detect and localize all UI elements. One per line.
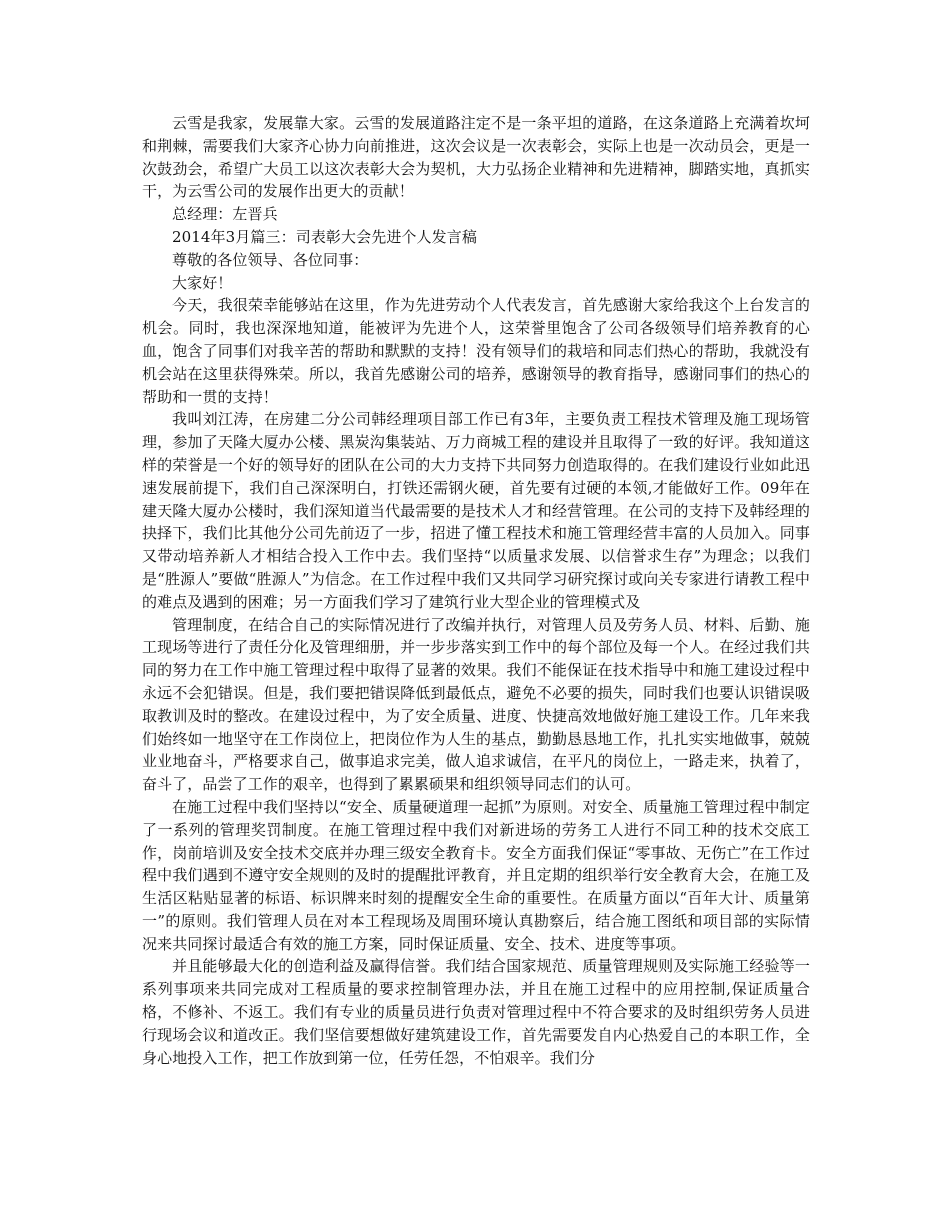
date-and-section-title: 2014年3月篇三：司表彰大会先进个人发言稿 (172, 227, 477, 246)
body-paragraph: 我叫刘江涛，在房建二分公司韩经理项目部工作已有3年，主要负责工程技术管理及施工现场管理，参加了天隆大厦办公楼、黑炭沟集装站、万力商城工程的建设并且取得了一致的好评。我知道这样的荣誉是一个好的领导好的团队在公司的大力支持下共同努力创造取得的。在我们建设行业如此迅速发展前提下，我们自己深深明白，打铁还需钢火硬，首先要有过硬的本领,才能做好工作。09年在建天隆大厦办公楼时，我们深知道当代最需要的是技术人才和经营管理。在公司的支持下及韩经理的抉择下，我们比其他分公司先前迈了一步，招进了懂工程技术和施工管理经营丰富的人员加入。同事又带动培养新人才相结合投入工作中去。我们坚持“以质量求发展、以信誉求生存”为理念；以我们是“胜源人”要做“胜源人”为信念。在工作过程中我们又共同学习研究探讨或向关专家进行请教工程中的难点及遇到的困难；另一方面我们学习了建筑行业大型企业的管理模式及 (142, 410, 810, 611)
body-paragraph: 并且能够最大化的创造利益及赢得信誉。我们结合国家规范、质量管理规则及实际施工经验等一系列事项来共同完成对工程质量的要求控制管理办法，并且在施工过程中的应用控制,保证质量合格，不修补、不返工。我们有专业的质量员进行负责对管理过程中不符合要求的及时组织劳务人员进行现场会议和道改正。我们坚信要想做好建筑建设工作，首先需要发自内心热爱自己的本职工作，全身心地投入工作，把工作放到第一位，任劳任怨，不怕艰辛。我们分 (142, 957, 810, 1067)
greeting: 大家好！ (172, 273, 233, 292)
document-body (142, 112, 810, 1069)
signature-line: 总经理：左晋兵 (172, 205, 278, 224)
body-paragraph: 管理制度，在结合自己的实际情况进行了改编并执行，对管理人员及劳务人员、材料、后勤、施工现场等进行了责任分化及管理细册，并一步步落实到工作中的每个部位及每一个人。在经过我们共同的努力在工作中施工管理过程中取得了显著的效果。我们不能保证在技术指导中和施工建设过程中永远不会犯错误。但是，我们要把错误降低到最低点，避免不必要的损失，同时我们也要认识错误吸取教训及时的整改。在建设过程中，为了安全质量、进度、快捷高效地做好施工建设工作。几年来我们始终如一地坚守在工作岗位上，把岗位作为人生的基点，勤勤恳恳地工作，扎扎实实地做事，兢兢业业地奋斗，严格要求自己，做事追求完美，做人追求诚信，在平凡的岗位上，一路走来，执着了，奋斗了，品尝了工作的艰辛，也得到了累累硕果和组织领导同志们的认可。 (142, 615, 810, 794)
closing-paragraph: 云雪是我家，发展靠大家。云雪的发展道路注定不是一条平坦的道路，在这条道路上充满着坎坷和荆棘，需要我们大家齐心协力向前推进，这次会议是一次表彰会，实际上也是一次动员会，更是一次鼓劲会，希望广大员工以这次表彰大会为契机，大力弘扬企业精神和先进精神，脚踏实地，真抓实干，为云雪公司的发展作出更大的贡献！ (142, 114, 810, 201)
body-paragraph: 在施工过程中我们坚持以“安全、质量硬道理一起抓”为原则。对安全、质量施工管理过程中制定了一系列的管理奖罚制度。在施工管理过程中我们对新进场的劳务工人进行不同工种的技术交底工作，岗前培训及安全技术交底并办理三级安全教育卡。安全方面我们保证“零事故、无伤亡”在工作过程中我们遇到不遵守安全规则的及时的提醒批评教育，并且定期的组织举行安全教育大会，在施工及生活区粘贴显著的标语、标识牌来时刻的提醒安全生命的重要性。在质量方面以“百年大计、质量第一”的原则。我们管理人员在对本工程现场及周围环境认真勘察后，结合施工图纸和项目部的实际情况来共同探讨最适合有效的施工方案，同时保证质量、安全、技术、进度等事项。 (142, 797, 810, 953)
body-paragraph: 今天，我很荣幸能够站在这里，作为先进劳动个人代表发言，首先感谢大家给我这个上台发言的机会。同时，我也深深地知道，能被评为先进个人，这荣誉里饱含了公司各级领导们培养教育的心血，饱含了同事们对我辛苦的帮助和默默的支持！没有领导们的栽培和同志们热心的帮助，我就没有机会站在这里获得殊荣。所以，我首先感谢公司的培养，感谢领导的教育指导，感谢同事们的热心的帮助和一贯的支持！ (142, 296, 810, 406)
salutation: 尊敬的各位领导、各位同事： (172, 250, 369, 269)
